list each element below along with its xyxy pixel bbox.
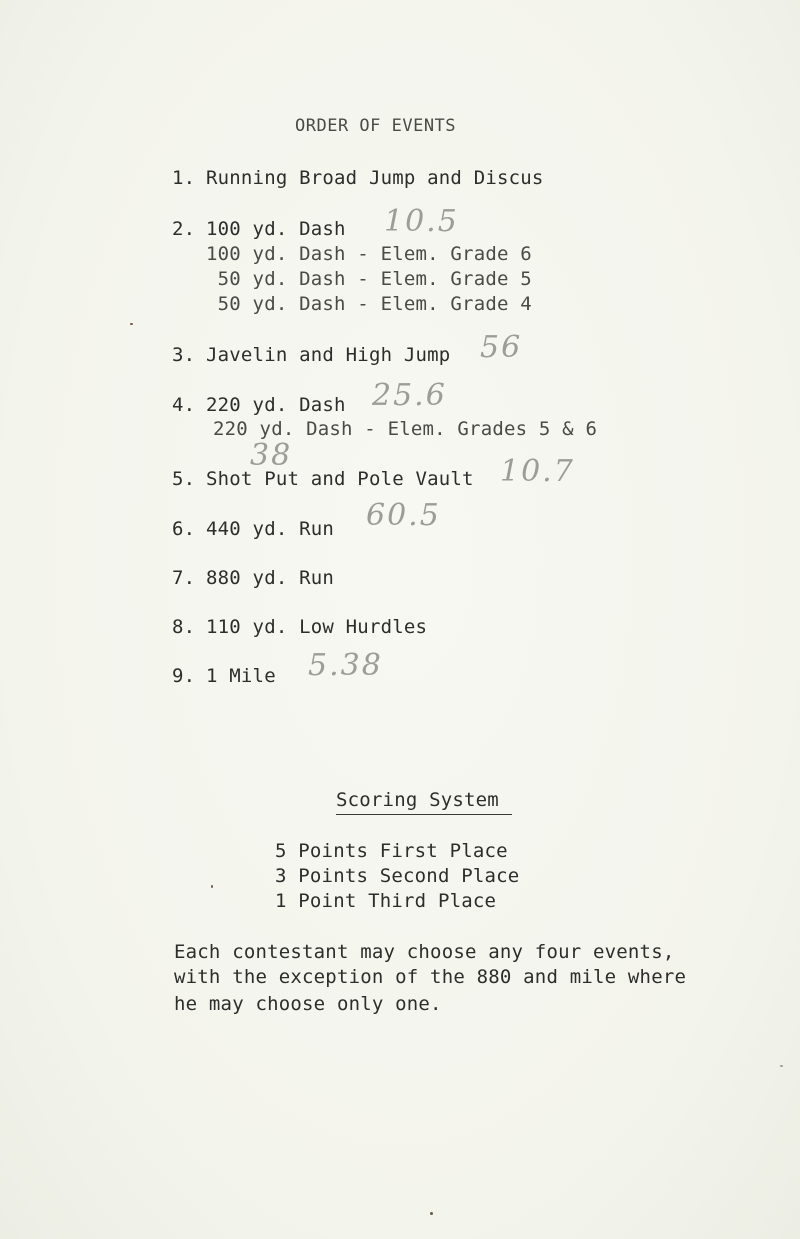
event-9-line: 1 Mile [206,665,276,687]
note-line-2: with the exception of the 880 and mile where [174,966,687,988]
event-2-line-4: 50 yd. Dash - Elem. Grade 4 [206,293,532,315]
handwritten-220yd-time: 25.6 [372,378,447,413]
scoring-line-2: 3 Points Second Place [275,865,520,887]
event-6-line: 440 yd. Run [206,518,335,540]
event-3-line: Javelin and High Jump [206,344,451,366]
event-9-number: 9. [172,665,196,687]
event-5-line: Shot Put and Pole Vault [206,468,474,490]
event-4-line-2: 220 yd. Dash - Elem. Grades 5 & 6 [213,418,598,440]
scoring-line-3: 1 Point Third Place [275,890,497,912]
paper-speck [430,1212,433,1215]
scoring-heading-underline [336,814,512,815]
event-1-line: Running Broad Jump and Discus [206,167,544,189]
handwritten-pole-vault-mark: 10.7 [500,454,575,489]
handwritten-javelin-high-jump: 56 [480,330,523,365]
paper-speck [780,1065,783,1067]
handwritten-100yd-time: 10.5 [384,204,459,239]
event-8-line: 110 yd. Low Hurdles [206,616,428,638]
paper-speck [130,323,133,325]
paper-speck [211,885,213,888]
event-2-line-2: 100 yd. Dash - Elem. Grade 6 [206,243,532,265]
event-5-number: 5. [172,468,196,490]
scoring-heading: Scoring System [336,789,499,811]
handwritten-shot-put-note: 38 [250,438,293,473]
scoring-line-1: 5 Points First Place [275,840,508,862]
event-8-number: 8. [172,616,196,638]
event-7-number: 7. [172,567,196,589]
event-7-line: 880 yd. Run [206,567,335,589]
event-6-number: 6. [172,518,196,540]
event-1-number: 1. [172,167,196,189]
event-3-number: 3. [172,344,196,366]
page-title: ORDER OF EVENTS [295,116,457,136]
event-2-line-3: 50 yd. Dash - Elem. Grade 5 [206,268,532,290]
event-4-line-1: 220 yd. Dash [206,394,346,416]
handwritten-mile-time: 5.38 [308,648,383,683]
note-line-1: Each contestant may choose any four events, [174,941,675,963]
handwritten-440yd-time: 60.5 [366,498,441,533]
event-2-number: 2. [172,218,196,240]
event-4-number: 4. [172,394,196,416]
event-2-line-1: 100 yd. Dash [206,218,346,240]
note-line-3: he may choose only one. [174,993,442,1015]
